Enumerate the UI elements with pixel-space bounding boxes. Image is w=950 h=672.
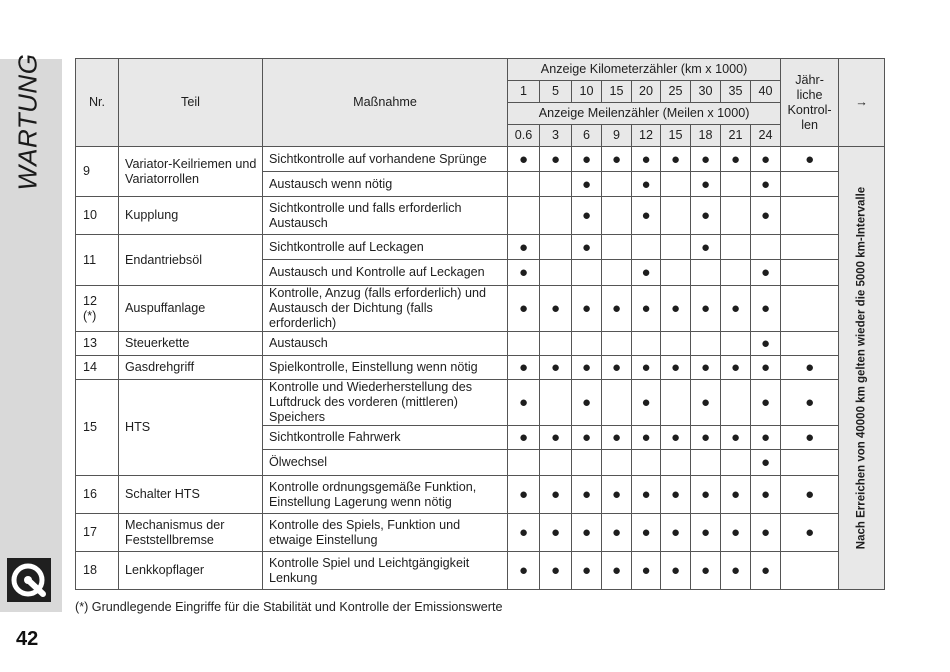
interval-mark: ● <box>632 514 661 552</box>
interval-mark: ● <box>751 450 781 476</box>
interval-mark: ● <box>751 147 781 172</box>
interval-empty <box>781 235 839 260</box>
interval-empty <box>721 332 751 356</box>
interval-mark: ● <box>691 147 721 172</box>
item-number: 10 <box>76 197 119 235</box>
part-name: Kupplung <box>119 197 263 235</box>
table-row <box>76 552 885 590</box>
km-value-cell: 35 <box>721 81 751 103</box>
interval-mark: ● <box>602 426 632 450</box>
interval-empty <box>602 450 632 476</box>
action-text: Kontrolle des Spiels, Funktion und etwaige Einstellung <box>263 514 508 552</box>
interval-empty <box>721 450 751 476</box>
part-name: Schalter HTS <box>119 476 263 514</box>
interval-empty <box>661 332 691 356</box>
interval-mark: ● <box>721 476 751 514</box>
mile-value-cell: 24 <box>751 125 781 147</box>
interval-mark: ● <box>781 380 839 426</box>
table-row <box>76 332 885 356</box>
interval-mark: ● <box>661 552 691 590</box>
interval-mark: ● <box>781 426 839 450</box>
table-row <box>76 514 885 552</box>
interval-mark: ● <box>572 476 602 514</box>
action-text: Kontrolle, Anzug (falls erforderlich) und Austausch der Dichtung (falls erforderlich) <box>263 286 508 332</box>
header-miles-title: Anzeige Meilenzähler (Meilen x 1000) <box>508 103 781 125</box>
interval-empty <box>632 332 661 356</box>
interval-mark: ● <box>721 552 751 590</box>
table-header <box>76 59 885 147</box>
interval-mark: ● <box>781 476 839 514</box>
interval-empty <box>508 197 540 235</box>
interval-mark: ● <box>508 514 540 552</box>
mile-value-cell: 6 <box>572 125 602 147</box>
km-value-cell: 20 <box>632 81 661 103</box>
interval-mark: ● <box>602 147 632 172</box>
interval-mark: ● <box>691 514 721 552</box>
interval-mark: ● <box>572 514 602 552</box>
km-value-cell: 40 <box>751 81 781 103</box>
part-name: Variator-Keilriemen und Variatorrollen <box>119 147 263 197</box>
interval-empty <box>661 197 691 235</box>
interval-mark: ● <box>721 426 751 450</box>
interval-mark: ● <box>751 514 781 552</box>
interval-mark: ● <box>508 147 540 172</box>
interval-empty <box>572 260 602 286</box>
interval-empty <box>540 260 572 286</box>
header-km-title: Anzeige Kilometerzähler (km x 1000) <box>508 59 781 81</box>
item-number: 15 <box>76 380 119 476</box>
side-note <box>839 147 885 590</box>
interval-empty <box>602 332 632 356</box>
interval-mark: ● <box>508 235 540 260</box>
interval-mark: ● <box>540 147 572 172</box>
interval-empty <box>540 197 572 235</box>
interval-empty <box>572 332 602 356</box>
interval-mark: ● <box>632 172 661 197</box>
interval-mark: ● <box>721 147 751 172</box>
interval-mark: ● <box>632 286 661 332</box>
interval-mark: ● <box>721 286 751 332</box>
interval-mark: ● <box>602 552 632 590</box>
interval-empty <box>661 380 691 426</box>
interval-mark: ● <box>508 426 540 450</box>
interval-empty <box>781 286 839 332</box>
interval-mark: ● <box>508 260 540 286</box>
mile-value-cell: 3 <box>540 125 572 147</box>
interval-mark: ● <box>572 197 602 235</box>
interval-mark: ● <box>572 356 602 380</box>
interval-empty <box>691 332 721 356</box>
interval-mark: ● <box>602 286 632 332</box>
interval-empty <box>602 197 632 235</box>
interval-mark: ● <box>632 147 661 172</box>
interval-empty <box>661 260 691 286</box>
header-massnahme: Maßnahme <box>263 59 508 147</box>
action-text: Austausch <box>263 332 508 356</box>
interval-mark: ● <box>751 380 781 426</box>
interval-empty <box>602 260 632 286</box>
part-name: Auspuffanlage <box>119 286 263 332</box>
interval-mark: ● <box>508 286 540 332</box>
interval-mark: ● <box>661 514 691 552</box>
mile-value-cell: 21 <box>721 125 751 147</box>
action-text: Kontrolle ordnungsgemäße Funktion, Einstellung Lagerung wenn nötig <box>263 476 508 514</box>
interval-mark: ● <box>540 286 572 332</box>
interval-empty <box>751 235 781 260</box>
interval-mark: ● <box>540 514 572 552</box>
interval-empty <box>572 450 602 476</box>
interval-mark: ● <box>602 514 632 552</box>
interval-empty <box>661 235 691 260</box>
table-body <box>76 147 885 590</box>
interval-empty <box>540 172 572 197</box>
interval-mark: ● <box>572 147 602 172</box>
interval-mark: ● <box>691 426 721 450</box>
interval-mark: ● <box>602 476 632 514</box>
table-row <box>76 235 885 260</box>
interval-empty <box>691 450 721 476</box>
interval-mark: ● <box>751 476 781 514</box>
interval-mark: ● <box>691 197 721 235</box>
interval-mark: ● <box>751 356 781 380</box>
interval-mark: ● <box>632 197 661 235</box>
interval-empty <box>781 197 839 235</box>
header-yearly: Jähr- liche Kontrol- len <box>781 59 839 147</box>
interval-empty <box>602 172 632 197</box>
interval-mark: ● <box>661 476 691 514</box>
table-row <box>76 380 885 426</box>
part-name: Mechanismus der Feststellbremse <box>119 514 263 552</box>
table-row <box>76 147 885 172</box>
interval-mark: ● <box>691 476 721 514</box>
item-number: 12 (*) <box>76 286 119 332</box>
side-note-text: Nach Erreichen von 40000 km gelten wieder die 5000 km-Intervalle <box>855 186 868 550</box>
km-value-cell: 1 <box>508 81 540 103</box>
interval-mark: ● <box>572 426 602 450</box>
interval-mark: ● <box>781 356 839 380</box>
action-text: Ölwechsel <box>263 450 508 476</box>
interval-mark: ● <box>691 235 721 260</box>
interval-empty <box>540 332 572 356</box>
interval-empty <box>632 450 661 476</box>
footnote: (*) Grundlegende Eingriffe für die Stabilität und Kontrolle der Emissionswerte <box>75 600 503 614</box>
interval-empty <box>540 235 572 260</box>
interval-mark: ● <box>661 426 691 450</box>
interval-mark: ● <box>691 172 721 197</box>
page-number: 42 <box>16 628 39 650</box>
interval-mark: ● <box>572 380 602 426</box>
table-row <box>76 197 885 235</box>
interval-empty <box>781 260 839 286</box>
interval-mark: ● <box>572 286 602 332</box>
interval-empty <box>721 172 751 197</box>
interval-empty <box>721 235 751 260</box>
part-name: HTS <box>119 380 263 476</box>
item-number: 13 <box>76 332 119 356</box>
interval-mark: ● <box>508 380 540 426</box>
interval-mark: ● <box>572 552 602 590</box>
interval-mark: ● <box>632 552 661 590</box>
interval-mark: ● <box>602 356 632 380</box>
interval-mark: ● <box>661 147 691 172</box>
interval-mark: ● <box>781 514 839 552</box>
interval-empty <box>632 235 661 260</box>
interval-empty <box>721 260 751 286</box>
interval-empty <box>602 380 632 426</box>
interval-empty <box>721 197 751 235</box>
interval-mark: ● <box>540 426 572 450</box>
action-text: Sichtkontrolle auf vorhandene Sprünge <box>263 147 508 172</box>
interval-empty <box>602 235 632 260</box>
interval-mark: ● <box>751 172 781 197</box>
item-number: 17 <box>76 514 119 552</box>
interval-mark: ● <box>572 172 602 197</box>
interval-mark: ● <box>508 552 540 590</box>
maintenance-table <box>75 58 885 590</box>
header-arrow: → <box>839 59 885 147</box>
interval-mark: ● <box>691 286 721 332</box>
interval-empty <box>508 332 540 356</box>
interval-mark: ● <box>751 286 781 332</box>
interval-empty <box>691 260 721 286</box>
interval-empty <box>508 172 540 197</box>
interval-mark: ● <box>691 552 721 590</box>
item-number: 11 <box>76 235 119 286</box>
km-value-cell: 5 <box>540 81 572 103</box>
header-nr: Nr. <box>76 59 119 147</box>
header-teil: Teil <box>119 59 263 147</box>
interval-mark: ● <box>632 426 661 450</box>
interval-empty <box>721 380 751 426</box>
km-value-cell: 10 <box>572 81 602 103</box>
interval-mark: ● <box>632 380 661 426</box>
interval-mark: ● <box>540 476 572 514</box>
mile-value-cell: 18 <box>691 125 721 147</box>
interval-mark: ● <box>661 356 691 380</box>
interval-mark: ● <box>691 380 721 426</box>
part-name: Lenkkopflager <box>119 552 263 590</box>
interval-empty <box>661 172 691 197</box>
table-row <box>76 356 885 380</box>
interval-mark: ● <box>572 235 602 260</box>
interval-mark: ● <box>751 552 781 590</box>
km-value-cell: 30 <box>691 81 721 103</box>
mile-value-cell: 12 <box>632 125 661 147</box>
item-number: 18 <box>76 552 119 590</box>
interval-empty <box>508 450 540 476</box>
mile-value-cell: 0.6 <box>508 125 540 147</box>
interval-mark: ● <box>721 514 751 552</box>
interval-empty <box>781 450 839 476</box>
interval-empty <box>781 172 839 197</box>
part-name: Endantriebsöl <box>119 235 263 286</box>
action-text: Spielkontrolle, Einstellung wenn nötig <box>263 356 508 380</box>
interval-mark: ● <box>632 260 661 286</box>
interval-empty <box>781 552 839 590</box>
table-row <box>76 476 885 514</box>
action-text: Austausch und Kontrolle auf Leckagen <box>263 260 508 286</box>
interval-empty <box>661 450 691 476</box>
interval-mark: ● <box>751 260 781 286</box>
part-name: Steuerkette <box>119 332 263 356</box>
interval-mark: ● <box>632 356 661 380</box>
interval-mark: ● <box>508 476 540 514</box>
interval-mark: ● <box>540 552 572 590</box>
interval-mark: ● <box>751 426 781 450</box>
item-number: 16 <box>76 476 119 514</box>
interval-mark: ● <box>661 286 691 332</box>
interval-mark: ● <box>691 356 721 380</box>
interval-mark: ● <box>751 332 781 356</box>
interval-mark: ● <box>508 356 540 380</box>
action-text: Sichtkontrolle und falls erforderlich Austausch <box>263 197 508 235</box>
action-text: Kontrolle Spiel und Leichtgängigkeit Lenkung <box>263 552 508 590</box>
action-text: Sichtkontrolle auf Leckagen <box>263 235 508 260</box>
item-number: 9 <box>76 147 119 197</box>
interval-empty <box>540 380 572 426</box>
interval-mark: ● <box>540 356 572 380</box>
interval-empty <box>781 332 839 356</box>
mile-value-cell: 15 <box>661 125 691 147</box>
mile-value-cell: 9 <box>602 125 632 147</box>
interval-mark: ● <box>632 476 661 514</box>
action-text: Austausch wenn nötig <box>263 172 508 197</box>
interval-mark: ● <box>751 197 781 235</box>
interval-mark: ● <box>781 147 839 172</box>
km-value-cell: 15 <box>602 81 632 103</box>
table-row <box>76 286 885 332</box>
action-text: Sichtkontrolle Fahrwerk <box>263 426 508 450</box>
km-value-cell: 25 <box>661 81 691 103</box>
item-number: 14 <box>76 356 119 380</box>
interval-mark: ● <box>721 356 751 380</box>
maintenance-logo-icon <box>7 558 51 602</box>
part-name: Gasdrehgriff <box>119 356 263 380</box>
action-text: Kontrolle und Wiederherstellung des Luftdruck des vorderen (mittleren) Speichers <box>263 380 508 426</box>
interval-empty <box>540 450 572 476</box>
